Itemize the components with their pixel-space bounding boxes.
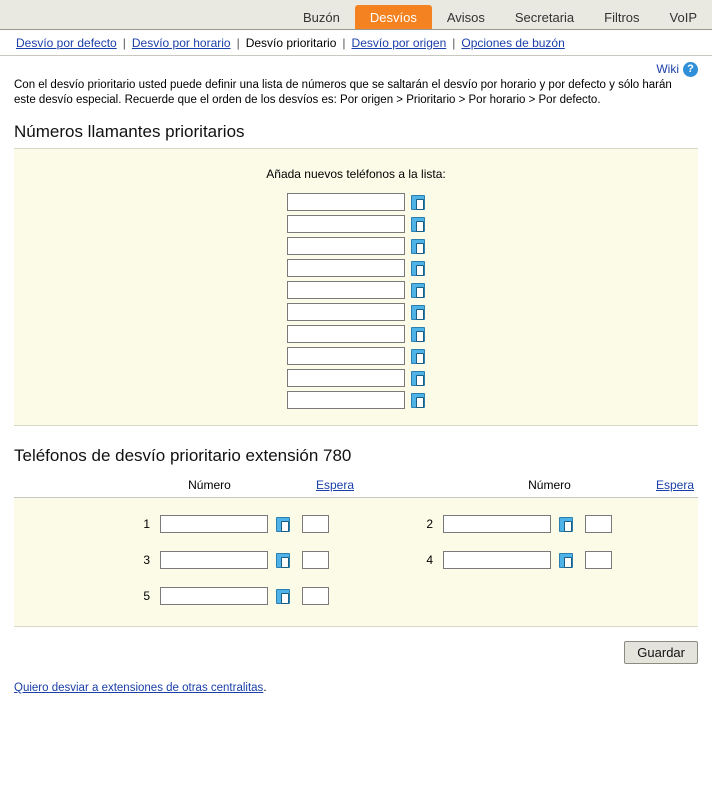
priority-number-input-3[interactable]: [160, 551, 268, 569]
column-header-espera-right[interactable]: Espera: [655, 478, 694, 492]
add-number-input-10[interactable]: [287, 391, 405, 409]
priority-number-input-2[interactable]: [443, 515, 551, 533]
wiki-row: [14, 56, 698, 76]
add-number-row: [287, 369, 425, 387]
priority-entries-panel: [14, 498, 698, 627]
phonebook-picker-icon-5[interactable]: [411, 283, 425, 298]
subnav-separator-2: |: [236, 35, 240, 50]
tab-voip[interactable]: VoIP: [655, 5, 712, 29]
footer-period: .: [263, 682, 267, 694]
add-number-input-9[interactable]: [287, 369, 405, 387]
add-number-row: [287, 303, 425, 321]
priority-number-input-1[interactable]: [160, 515, 268, 533]
add-numbers-panel: [14, 148, 698, 426]
other-switchboards-link[interactable]: Quiero desviar a extensiones de otras centralitas: [14, 682, 264, 694]
phonebook-picker-icon-entry-2[interactable]: [559, 517, 573, 532]
main-tab-bar: [0, 0, 712, 30]
tab-avisos[interactable]: Avisos: [432, 5, 500, 29]
subnav-item-desvio-por-origen[interactable]: Desvío por origen: [351, 35, 447, 50]
priority-wait-input-4[interactable]: [585, 551, 612, 569]
priority-entry-1: [132, 515, 415, 533]
tab-filtros[interactable]: Filtros: [589, 5, 654, 29]
subnav-separator-4: |: [452, 35, 456, 50]
add-number-input-1[interactable]: [287, 193, 405, 211]
add-number-input-4[interactable]: [287, 259, 405, 277]
tab-secretaria[interactable]: Secretaria: [500, 5, 589, 29]
priority-wait-input-2[interactable]: [585, 515, 612, 533]
priority-table-header: [14, 472, 698, 498]
tab-buzon[interactable]: Buzón: [288, 5, 355, 29]
add-number-row: [287, 237, 425, 255]
add-number-input-3[interactable]: [287, 237, 405, 255]
add-number-input-6[interactable]: [287, 303, 405, 321]
wiki-link[interactable]: Wiki: [656, 62, 679, 76]
priority-wait-input-5[interactable]: [302, 587, 329, 605]
subnav-item-desvio-por-horario[interactable]: Desvío por horario: [131, 35, 231, 50]
subnav-item-desvio-por-defecto[interactable]: Desvío por defecto: [16, 35, 117, 50]
priority-row: [132, 578, 698, 614]
phonebook-picker-icon-6[interactable]: [411, 305, 425, 320]
phonebook-picker-icon-entry-1[interactable]: [276, 517, 290, 532]
subnav-separator-1: |: [122, 35, 126, 50]
add-numbers-list: [14, 193, 698, 409]
page-content: [0, 56, 712, 694]
save-button[interactable]: Guardar: [624, 641, 698, 664]
phonebook-picker-icon-entry-3[interactable]: [276, 553, 290, 568]
priority-wait-input-3[interactable]: [302, 551, 329, 569]
priority-entry-3: [132, 551, 415, 569]
add-number-row: [287, 325, 425, 343]
add-number-row: [287, 391, 425, 409]
priority-section-title: Teléfonos de desvío prioritario extensión 780: [14, 446, 352, 465]
column-header-numero-left: Número: [188, 478, 231, 492]
priority-entry-index-3: 3: [143, 553, 150, 567]
priority-entry-index-4: 4: [426, 553, 433, 567]
add-number-row: [287, 259, 425, 277]
sub-navigation: [0, 30, 712, 56]
priority-entry-index-5: 5: [143, 589, 150, 603]
phonebook-picker-icon-8[interactable]: [411, 349, 425, 364]
priority-entry-index-2: 2: [426, 517, 433, 531]
phonebook-picker-icon-4[interactable]: [411, 261, 425, 276]
subnav-separator-3: |: [342, 35, 346, 50]
add-number-input-8[interactable]: [287, 347, 405, 365]
priority-wait-input-1[interactable]: [302, 515, 329, 533]
add-number-input-5[interactable]: [287, 281, 405, 299]
phonebook-picker-icon-2[interactable]: [411, 217, 425, 232]
phonebook-picker-icon-7[interactable]: [411, 327, 425, 342]
add-number-input-2[interactable]: [287, 215, 405, 233]
save-row: [14, 627, 698, 672]
subnav-item-opciones-de-buzon[interactable]: Opciones de buzón: [461, 35, 565, 50]
priority-entry-4: [415, 551, 698, 569]
add-number-input-7[interactable]: [287, 325, 405, 343]
add-number-row: [287, 281, 425, 299]
phonebook-picker-icon-entry-5[interactable]: [276, 589, 290, 604]
phonebook-picker-icon-3[interactable]: [411, 239, 425, 254]
add-numbers-caption: Añada nuevos teléfonos a la lista:: [266, 167, 446, 181]
phonebook-picker-icon-9[interactable]: [411, 371, 425, 386]
column-header-numero-right: Número: [528, 478, 571, 492]
phonebook-picker-icon-1[interactable]: [411, 195, 425, 210]
add-number-row: [287, 193, 425, 211]
help-icon[interactable]: ?: [683, 62, 698, 77]
priority-number-input-4[interactable]: [443, 551, 551, 569]
footer-note: [14, 672, 698, 694]
tab-desvios[interactable]: Desvíos: [355, 5, 432, 29]
priority-entry-5: [132, 587, 415, 605]
priority-row: [132, 542, 698, 578]
page-title: Números llamantes prioritarios: [14, 122, 245, 141]
intro-text: Con el desvío prioritario usted puede definir una lista de números que se saltarán el desvío por horario y por defecto y sólo harán este desvío especial. Recuerde que el orden de los desvíos es: Por origen > Prioritario > Por horario > Por defecto.: [14, 79, 672, 106]
add-number-row: [287, 215, 425, 233]
priority-number-input-5[interactable]: [160, 587, 268, 605]
priority-entry-index-1: 1: [143, 517, 150, 531]
priority-header-group-right: [354, 478, 694, 492]
add-number-row: [287, 347, 425, 365]
priority-row: [132, 506, 698, 542]
phonebook-picker-icon-entry-4[interactable]: [559, 553, 573, 568]
subnav-item-desvio-prioritario: Desvío prioritario: [245, 35, 337, 50]
phonebook-picker-icon-10[interactable]: [411, 393, 425, 408]
priority-header-group-left: [14, 478, 354, 492]
column-header-espera-left[interactable]: Espera: [315, 478, 354, 492]
priority-entry-2: [415, 515, 698, 533]
